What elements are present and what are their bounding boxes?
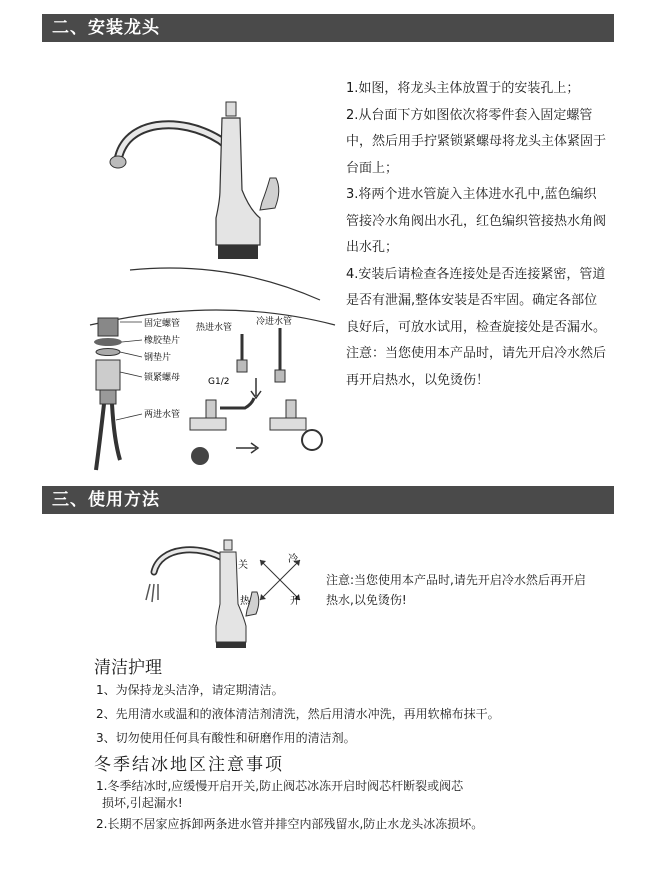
winter-list xyxy=(96,778,566,837)
install-warning: 注意：当您使用本产品时，请先开启冷水然后再开启热水，以免烫伤！ xyxy=(346,346,607,388)
winter-item-1: 1.冬季结冰时,应缓慢开启开关,防止阀芯冰冻开启时阀芯杆断裂或阀芯 xyxy=(96,779,464,793)
svg-text:两进水管: 两进水管 xyxy=(144,410,181,420)
faucet-body xyxy=(216,118,260,245)
svg-text:固定螺管: 固定螺管 xyxy=(144,319,181,329)
svg-text:锁紧螺母: 锁紧螺母 xyxy=(144,373,181,383)
install-step: 1.如图，将龙头主体放置于的安装孔上； xyxy=(346,81,580,96)
wrench-icon xyxy=(220,398,254,408)
svg-text:关: 关 xyxy=(238,560,248,571)
water-stream-icon xyxy=(146,584,158,602)
list-item: 1、为保持龙头洁净，请定期清洁。 xyxy=(96,683,284,697)
svg-text:热进水管: 热进水管 xyxy=(196,323,233,333)
svg-text:冷进水管: 冷进水管 xyxy=(256,317,293,327)
install-steps xyxy=(346,76,608,394)
winter-heading: 冬季结冰地区注意事项 xyxy=(94,755,284,775)
install-diagram xyxy=(70,60,340,480)
direction-arrows-icon xyxy=(260,560,300,600)
arrow-down-icon xyxy=(251,378,261,398)
list-item: 2、先用清水或温和的液体清洁剂清洗，然后用清水冲洗，再用软棉布抹干。 xyxy=(96,707,500,721)
svg-text:G1/2: G1/2 xyxy=(208,377,230,387)
install-step: 3.将两个进水管旋入主体进水孔中,蓝色编织管接冷水角阀出水孔，红色编织管接热水角阀出水孔； xyxy=(346,187,607,255)
faucet-handle-icon xyxy=(260,178,279,210)
winter-item-1-cont: 损坏,引起漏水! xyxy=(102,796,183,810)
spout-aerator xyxy=(110,156,126,168)
cleaning-list xyxy=(96,678,500,750)
svg-text:开: 开 xyxy=(290,596,300,607)
install-step: 2.从台面下方如图依次将零件套入固定螺管中，然后用手拧紧锁紧螺母将龙头主体紧固于台面上； xyxy=(346,107,607,176)
svg-text:钢垫片: 钢垫片 xyxy=(144,353,172,363)
faucet-finial xyxy=(226,102,236,116)
cleaning-heading: 清洁护理 xyxy=(94,658,162,678)
svg-text:冷: 冷 xyxy=(288,554,298,565)
section-header-usage: 三、使用方法 xyxy=(42,486,614,514)
list-item: 3、切勿使用任何具有酸性和研磨作用的清洁剂。 xyxy=(96,731,356,745)
install-step: 4.安装后请检查各连接处是否连接紧密，管道是否有泄漏,整体安装是否牢固。确定各部位良好后，可放水试用，检查旋接处是否漏水。 xyxy=(346,266,607,335)
arrow-right-icon xyxy=(236,443,258,453)
faucet-base xyxy=(218,245,258,259)
list-item xyxy=(96,778,566,812)
svg-text:热: 热 xyxy=(240,596,250,607)
list-item: 2.长期不居家应拆卸两条进水管并排空内部残留水,防止水龙头冰冻损坏。 xyxy=(96,817,484,831)
svg-text:橡胶垫片: 橡胶垫片 xyxy=(144,336,181,346)
section-header-install: 二、安装龙头 xyxy=(42,14,614,42)
usage-diagram xyxy=(140,530,320,650)
countertop-curve xyxy=(130,268,320,300)
faucet-spout xyxy=(118,125,230,160)
usage-warning: 注意:当您使用本产品时,请先开启冷水然后再开启热水,以免烫伤! xyxy=(326,573,586,607)
